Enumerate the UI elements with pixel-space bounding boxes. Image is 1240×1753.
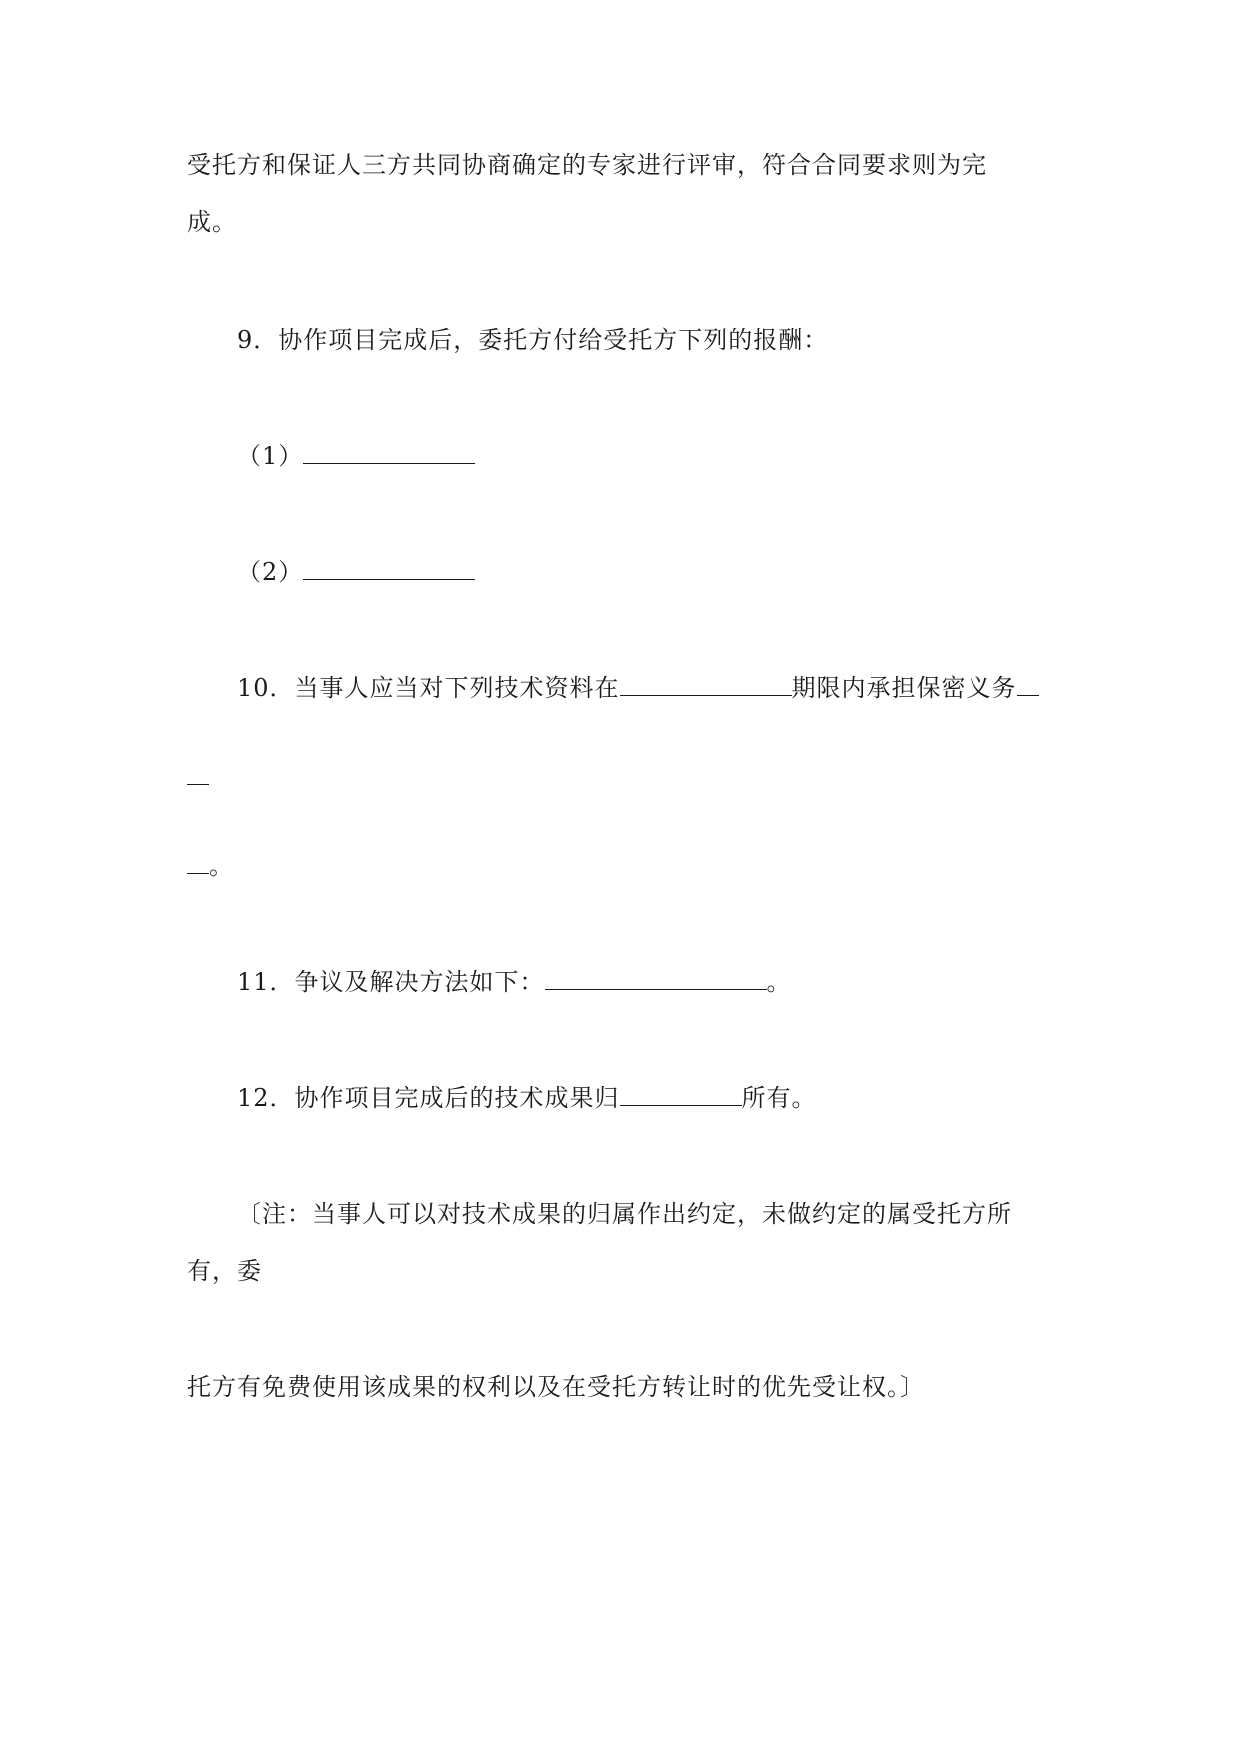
clause-12-lead: 12．协作项目完成后的技术成果归 bbox=[237, 1084, 620, 1112]
clause-10-continuation-2 bbox=[187, 851, 234, 881]
confidentiality-obligation-blank-a[interactable] bbox=[1017, 673, 1039, 696]
note-line-3: 托方有免费使用该成果的权利以及在受托方转让时的优先受让权。〕 bbox=[187, 1373, 925, 1401]
note-line-2: 有，委 bbox=[187, 1257, 262, 1285]
payment-item-2-label: （2） bbox=[237, 558, 304, 586]
dispute-resolution-blank[interactable] bbox=[545, 967, 767, 990]
clause-10-lead: 10．当事人应当对下列技术资料在 bbox=[237, 674, 620, 702]
note-line-1: 〔注：当事人可以对技术成果的归属作出约定，未做约定的属受托方所 bbox=[237, 1200, 1012, 1228]
clause-10-mid: 期限内承担保密义务 bbox=[791, 674, 1017, 702]
clause-11-lead: 11．争议及解决方法如下： bbox=[237, 968, 545, 996]
clause-12 bbox=[237, 1083, 817, 1113]
confidentiality-obligation-blank-b[interactable] bbox=[187, 762, 209, 785]
clause-8-continuation-line-1: 受托方和保证人三方共同协商确定的专家进行评审，符合合同要求则为完 bbox=[187, 151, 987, 179]
clause-11 bbox=[237, 967, 792, 997]
confidentiality-period-blank[interactable] bbox=[620, 673, 792, 696]
clause-12-end: 所有。 bbox=[741, 1084, 817, 1112]
clause-9: 9．协作项目完成后，委托方付给受托方下列的报酬： bbox=[237, 326, 829, 354]
clause-10-continuation-1 bbox=[187, 762, 209, 792]
clause-10 bbox=[237, 673, 1039, 703]
payment-item-1-blank[interactable] bbox=[303, 441, 475, 464]
clause-11-end: 。 bbox=[766, 968, 792, 996]
clause-10-end: 。 bbox=[209, 852, 234, 880]
payment-item-1-label: （1） bbox=[237, 442, 304, 470]
payment-item-1 bbox=[237, 441, 475, 471]
payment-item-2-blank[interactable] bbox=[303, 557, 475, 580]
confidentiality-obligation-blank-c[interactable] bbox=[187, 851, 209, 874]
clause-8-continuation-line-2: 成。 bbox=[187, 208, 237, 236]
payment-item-2 bbox=[237, 557, 475, 587]
ownership-party-blank[interactable] bbox=[620, 1083, 742, 1106]
